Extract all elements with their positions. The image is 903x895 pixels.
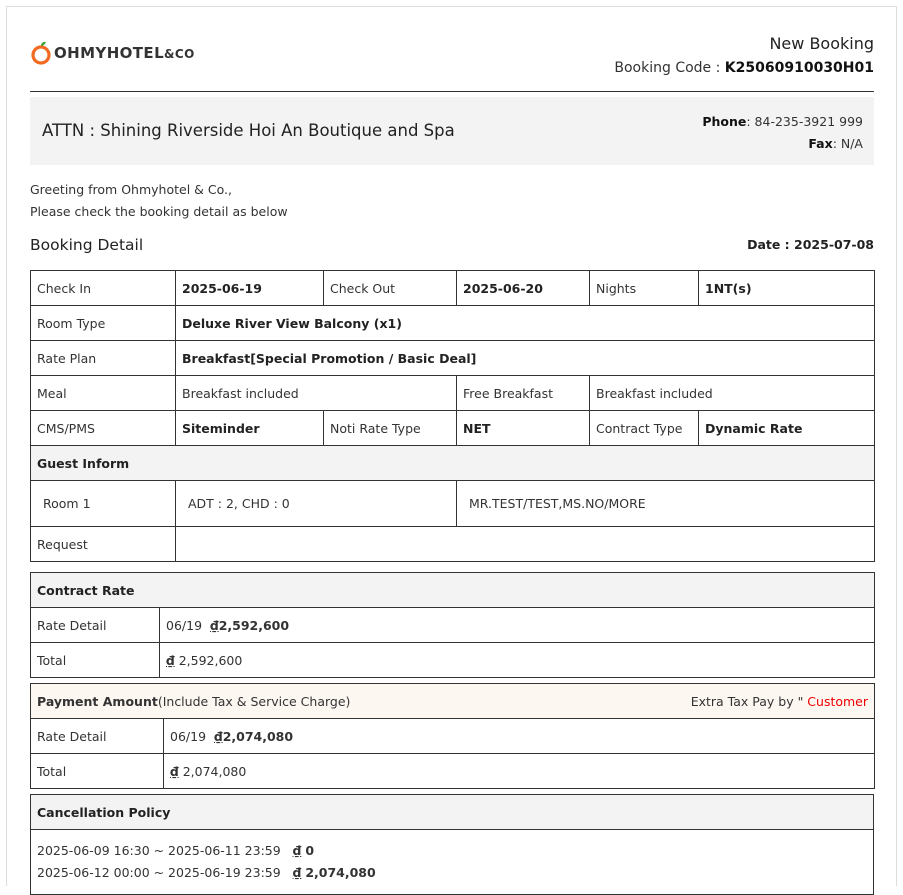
hotel-fax: Fax: N/A [808, 136, 863, 151]
nights-label: Nights [590, 271, 699, 306]
table-row [31, 376, 875, 411]
voucher-header [30, 7, 874, 92]
request-value [176, 527, 875, 562]
table-row [31, 271, 875, 306]
cancellation-line: 2025-06-12 00:00 ~ 2025-06-19 23:59 ₫ 2,074,080 [37, 865, 376, 880]
free-breakfast-value: Breakfast included [590, 376, 875, 411]
nights-value: 1NT(s) [699, 271, 875, 306]
table-row [31, 795, 874, 830]
extra-tax-payer: Customer [807, 693, 869, 709]
contract-total-label: Total [31, 643, 160, 678]
booking-detail-date: Date : 2025-07-08 [747, 237, 874, 252]
table-row [31, 306, 875, 341]
cancellation-policy-header: Cancellation Policy [31, 795, 874, 830]
noti-rate-type-value: NET [457, 411, 590, 446]
check-out-value: 2025-06-20 [457, 271, 590, 306]
payment-amount-header [31, 684, 875, 719]
payment-amount-subtitle: (Include Tax & Service Charge) [157, 693, 351, 709]
table-row [31, 754, 875, 789]
rate-plan-value: Breakfast[Special Promotion / Basic Deal] [176, 341, 875, 376]
contract-total-value: ₫ 2,592,600 [160, 643, 875, 678]
guest-names: MR.TEST/TEST,MS.NO/MORE [457, 481, 875, 527]
logo-wordmark: OHMYHOTEL&CO [54, 44, 195, 62]
meal-label: Meal [31, 376, 176, 411]
payment-total-label: Total [31, 754, 164, 789]
table-row [31, 411, 875, 446]
noti-rate-type-label: Noti Rate Type [324, 411, 457, 446]
room-type-label: Room Type [31, 306, 176, 341]
payment-amount-title: Payment Amount [37, 693, 158, 709]
payment-rate-detail-label: Rate Detail [31, 719, 164, 754]
request-label: Request [31, 527, 176, 562]
rate-plan-label: Rate Plan [31, 341, 176, 376]
greeting-text: Greeting from Ohmyhotel & Co., Please check the booking detail as below [30, 182, 288, 219]
hotel-name: ATTN : Shining Riverside Hoi An Boutique and Spa [42, 121, 455, 140]
contract-type-label: Contract Type [590, 411, 699, 446]
contract-type-value: Dynamic Rate [699, 411, 875, 446]
table-row [31, 608, 875, 643]
payment-rate-detail-value: 06/19 ₫2,074,080 [164, 719, 875, 754]
check-in-value: 2025-06-19 [176, 271, 324, 306]
meal-value: Breakfast included [176, 376, 457, 411]
payment-amount-table [30, 683, 875, 789]
booking-detail-title: Booking Detail [30, 236, 144, 254]
ohmyhotel-logo [30, 41, 195, 65]
cancellation-line: 2025-06-09 16:30 ~ 2025-06-11 23:59 ₫ 0 [37, 843, 315, 858]
payment-total-value: ₫ 2,074,080 [164, 754, 875, 789]
contract-rate-table [30, 572, 875, 678]
room-type-value: Deluxe River View Balcony (x1) [176, 306, 875, 341]
table-row [31, 719, 875, 754]
booking-status-title: New Booking [769, 34, 874, 53]
check-out-label: Check Out [324, 271, 457, 306]
hotel-contact [702, 111, 863, 155]
table-row [31, 573, 875, 608]
table-row [31, 527, 875, 562]
room-occupancy: ADT : 2, CHD : 0 [176, 481, 457, 527]
orange-icon [30, 41, 52, 65]
table-row [31, 684, 875, 719]
booking-code: Booking Code : K25060910030H01 [614, 60, 874, 76]
contract-rate-detail-label: Rate Detail [31, 608, 160, 643]
contract-rate-header: Contract Rate [31, 573, 875, 608]
booking-header-info [614, 34, 874, 78]
guest-inform-header: Guest Inform [31, 446, 875, 481]
table-row [31, 481, 875, 527]
attn-box [30, 97, 874, 165]
booking-detail-table [30, 270, 875, 562]
booking-voucher-page [6, 6, 897, 886]
table-row [31, 643, 875, 678]
extra-tax-info: Extra Tax Pay by " Customer [690, 693, 869, 709]
table-row [31, 830, 874, 895]
hotel-phone: Phone: 84-235-3921 999 [702, 114, 863, 129]
check-in-label: Check In [31, 271, 176, 306]
table-row [31, 341, 875, 376]
room-number: Room 1 [31, 481, 176, 527]
voucher-content [30, 7, 874, 880]
table-row [31, 446, 875, 481]
contract-rate-detail-value: 06/19 ₫2,592,600 [160, 608, 875, 643]
cms-value: Siteminder [176, 411, 324, 446]
free-breakfast-label: Free Breakfast [457, 376, 590, 411]
cancellation-policy-lines [31, 830, 874, 895]
cms-label: CMS/PMS [31, 411, 176, 446]
cancellation-policy-table [30, 794, 874, 895]
